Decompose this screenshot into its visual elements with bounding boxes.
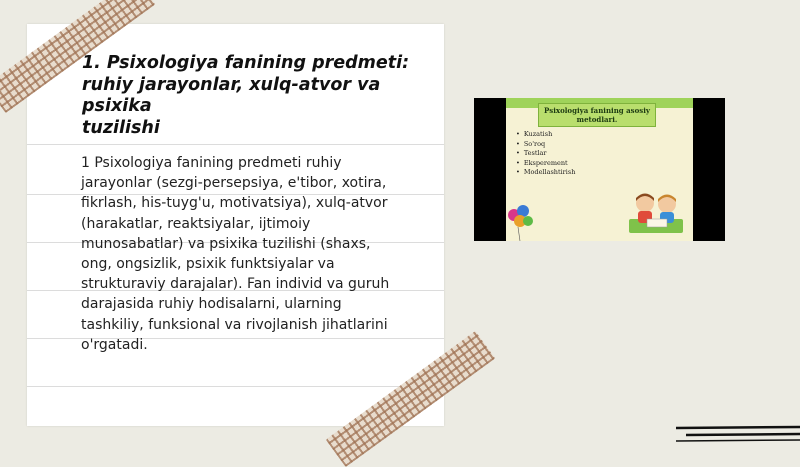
title-line: tuzilishi: [82, 117, 160, 138]
slide-list-item: • Testlar: [516, 149, 575, 159]
title-line: ruhiy jarayonlar, xulq-atvor va psixika: [82, 74, 381, 116]
body-line: o'rgatadi.: [81, 336, 148, 353]
body-line: tashkiliy, funksional va rivojlanish jihatlarini: [81, 316, 388, 333]
title-line: 1. Psixologiya fanining predmeti:: [82, 53, 410, 73]
body-line: darajasida ruhiy hodisalarni, ularning: [81, 296, 342, 313]
slide-list-item: • Eksperement: [516, 159, 575, 169]
body-line: jarayonlar (sezgi-persepsiya, e'tibor, xotira,: [81, 175, 387, 192]
body-line: 1 Psixologiya fanining predmeti ruhiy: [81, 155, 342, 171]
slide-title-line: metodlari.: [576, 115, 618, 124]
body-paragraph: [81, 153, 426, 355]
page-title: [82, 53, 432, 139]
slide-title: [538, 103, 656, 127]
body-line: fikrlash, his-tuyg'u, motivatsiya), xulq-atvor: [81, 195, 388, 212]
slide-canvas: [506, 98, 693, 241]
body-line: (harakatlar, reaktsiyalar, ijtimoiy: [81, 215, 311, 232]
body-line: ong, ongsizlik, psixik funktsiyalar va: [81, 256, 335, 273]
slide-title-line: Psixologiya fanining asosiy: [544, 106, 650, 115]
slide-thumbnail: [474, 98, 725, 241]
slide-list-item: • Modellashtirish: [516, 168, 575, 178]
body-line: munosabatlar) va psixika tuzilishi (shaxs,: [81, 235, 371, 252]
body-line: strukturaviy darajalar). Fan individ va guruh: [81, 276, 390, 293]
slide-list-item: • So'roq: [516, 140, 575, 150]
children-reading-illustration-icon: [627, 189, 685, 235]
paper-rule: [27, 386, 444, 387]
decorative-lines: [676, 424, 800, 444]
balloons-illustration-icon: [506, 201, 536, 241]
paper-rule: [27, 144, 444, 145]
slide-list-item: • Kuzatish: [516, 130, 575, 140]
slide-method-list: [516, 130, 575, 178]
